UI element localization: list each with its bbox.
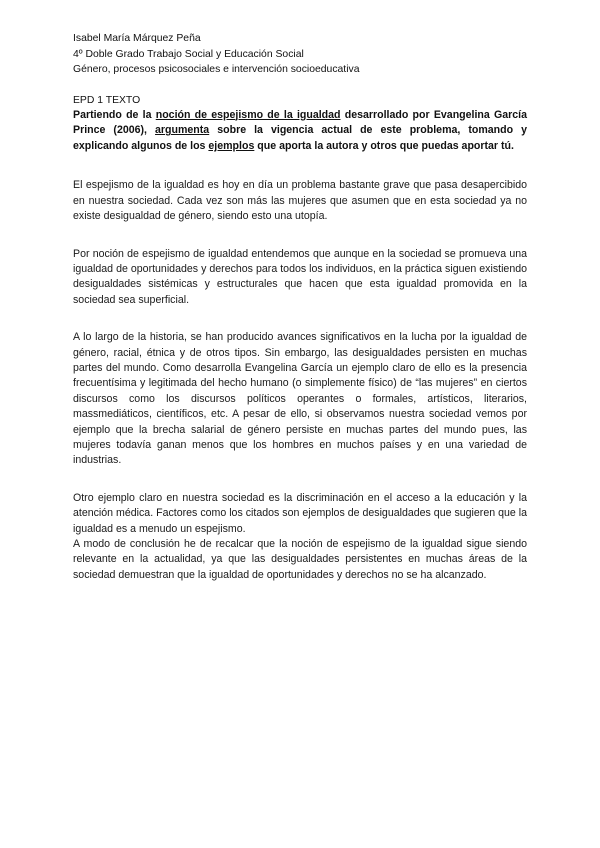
prompt-text: sobre la vigencia actual de este problema, tomando y explicando algunos de los [73, 124, 528, 152]
prompt-text: que aporta la autora y otros que puedas aportar tú. [254, 139, 514, 152]
prompt-underlined-term: ejemplos [208, 139, 255, 152]
prompt-text: desarrollado por Evangelina García Prince (2006), [73, 108, 527, 137]
body-paragraph: El espejismo de la igualdad es hoy en día un problema bastante grave que pasa desapercibido en nuestra sociedad. Cada vez son más las mujeres que asumen que en esta sociedad ya no existe desigualdad de género, siendo esto una utopía. [73, 179, 527, 223]
prompt-text: Partiendo de la [73, 108, 156, 121]
body-paragraph: Por noción de espejismo de igualdad entendemos que aunque en la sociedad se promueva una igualdad de oportunidades y derechos para todos los individuos, en la práctica siguen existiendo desigualdades sistémicas y estructurales que hacen que esta igualdad promovida en la sociedad sea superficial. [73, 247, 527, 306]
assignment-prompt [73, 108, 527, 155]
body-paragraph: A lo largo de la historia, se han producido avances significativos en la lucha por la igualdad de género, racial, étnica y de otros tipos. Sin embargo, las desigualdades persisten en muchas partes del mundo. Como desarrolla Evangelina García un ejemplo claro de ello es la presencia frecuentísima y legitimada del hecho humano (o simplemente físico) de “las mujeres” en ciertos discursos como los discursos políticos operantes o formales, artísticos, literarios, massmediáticos, científicos, etc. A pesar de ello, si observamos nuestra sociedad vemos por ejemplo que la brecha salarial de género persiste en muchas partes del mundo pues, las mujeres todavía ganan menos que los hombres en muchos países y en una variedad de industrias. [73, 331, 527, 467]
prompt-underlined-term: noción de espejismo de la igualdad [155, 108, 341, 121]
document-content [73, 31, 527, 583]
body-paragraph: A modo de conclusión he de recalcar que la noción de espejismo de la igualdad sigue siendo relevante en la actualidad, ya que las desigualdades persistentes en muchas áreas de la sociedad demuestran que la igualdad de oportunidades y derechos no se ha alcanzado. [73, 538, 527, 581]
body-paragraph: Otro ejemplo claro en nuestra sociedad es la discriminación en el acceso a la educación y la atención médica. Factores como los citados son ejemplos de desigualdades que sugieren que la igualdad es a menudo un espejismo. [73, 491, 527, 535]
course-line: Género, procesos psicosociales e intervención socioeducativa [73, 64, 360, 75]
author-name: Isabel María Márquez Peña [73, 33, 201, 44]
prompt-underlined-term: argumenta [155, 124, 210, 137]
degree-line: 4º Doble Grado Trabajo Social y Educación Social [73, 48, 304, 60]
assignment-label: EPD 1 TEXTO [73, 94, 141, 106]
